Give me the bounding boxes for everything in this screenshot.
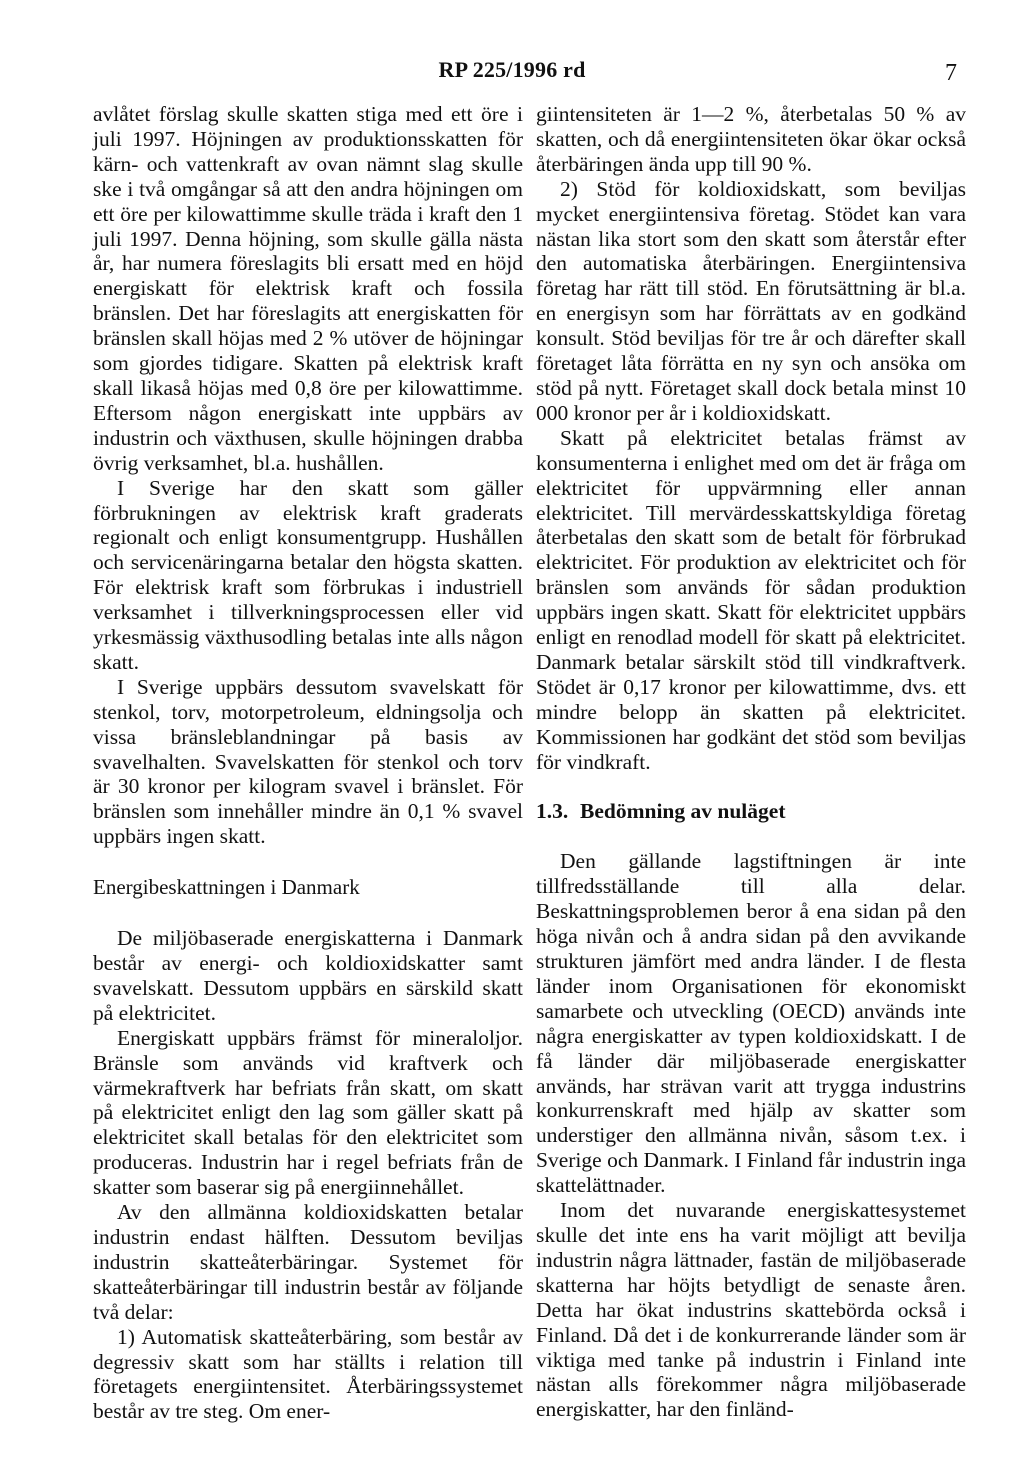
right-column xyxy=(536,102,966,1422)
paragraph: De miljöbaserade energiskatterna i Danmark består av energi- och koldioxidskatter samt svavelskatt. Dessutom uppbärs en särskild skatt på elektricitet. xyxy=(93,926,523,1025)
left-column xyxy=(93,102,523,1424)
section-number: 1.3. xyxy=(536,799,569,824)
paragraph: Den gällande lagstiftningen är inte tillfredsställande till alla delar. Beskattningsproblemen beror å ena sidan på den höga nivån och å andra sidan på den avvikande strukturen jämfört med andra länder. I de flesta länder inom Organisationen för ekonomiskt samarbete och utveckling (OECD) används inte några energiskatter av typen koldioxidskatt. I de få länder där miljöbaserade energiskatter används, har strävan varit att trygga industrins konkurrenskraft med hjälp av skatter som understiger den allmänna nivån, såsom t.ex. i Sverige och Danmark. I Finland får industrin inga skattelättnader. xyxy=(536,849,966,1198)
paragraph: I Sverige uppbärs dessutom svavelskatt för stenkol, torv, motorpetroleum, eldningsolja och vissa bränsleblandningar på basis av svavelhalten. Svavelskatten för stenkol och torv är 30 kronor per kilogram svavel i bränslet. För bränslen som innehåller mindre än 0,1 % svavel uppbärs ingen skatt. xyxy=(93,674,523,849)
paragraph: 1) Automatisk skatteåterbäring, som består av degressiv skatt som har ställts i relation till företagets energiintensitet. Återbäringssystemet består av tre steg. Om ener- xyxy=(93,1324,523,1424)
paragraph: avlåtet förslag skulle skatten stiga med ett öre i juli 1997. Höjningen av produktionsskatten för kärn- och vattenkraft av ovan nämnt slag skulle ske i två omgångar så att den andra höjningen om ett öre per kilowattimme skulle träda i kraft den 1 juli 1997. Denna höjning, som skulle gälla nästa år, har numera föreslagits bli ersatt med en höjd energiskatt för elektrisk kraft och fossila bränslen. Det har föreslagits att energiskatten för bränslen skall höjas med 2 % utöver de höjningar som gjordes tidigare. Skatten på elektrisk kraft skall likaså höjas med 0,8 öre per kilowattimme. Eftersom någon energiskatt inte uppbärs av industrin och växthusen, skulle höjningen drabba övrig verksamhet, bl.a. hushållen. xyxy=(93,102,523,475)
page-number: 7 xyxy=(945,60,957,86)
paragraph: 2) Stöd för koldioxidskatt, som beviljas mycket energiintensiva företag. Stödet kan vara nästan lika stort som den skatt som återstår efter den automatiska återbäringen. Energiintensiva företag har rätt till stöd. En förutsättning är bl.a. en energisyn som har förrättats av en godkänd konsult. Stöd beviljas för tre år och därefter skall företaget låta förrätta en ny syn och ansöka om stöd på nytt. Företaget skall dock betala minst 10 000 kronor per år i koldioxidskatt. xyxy=(536,176,966,425)
paragraph: Energiskatt uppbärs främst för mineraloljor. Bränsle som används vid kraftverk och värmekraftverk har befriats från skatt, om skatt på elektricitet enligt den lag som gäller skatt på elektricitet skall betalas för den elektricitet som produceras. Industrin har i regel befriats från de skatter som baserar sig på energiinnehållet. xyxy=(93,1025,523,1200)
paragraph: I Sverige har den skatt som gäller förbrukningen av elektrisk kraft graderats regionalt och enligt konsumentgrupp. Hushållen och servicenäringarna betalar den högsta skatten. För elektrisk kraft som förbrukas i industriell verksamhet i tillverkningsprocessen eller vid yrkesmässig växthusodling betalas inte alls någon skatt. xyxy=(93,475,523,674)
paragraph: Av den allmänna koldioxidskatten betalar industrin endast hälften. Dessutom beviljas industrin skatteåterbäringar. Systemet för skatteåterbäringar till industrin består av följande två delar: xyxy=(93,1200,523,1324)
section-heading: Energibeskattningen i Danmark xyxy=(93,875,360,900)
paragraph: Inom det nuvarande energiskattesystemet skulle det inte ens ha varit möjligt att bevilja industrin några lättnader, fastän de miljöbaserade skatterna har höjts betydligt de senaste åren. Detta har ökat industrins skattebörda också i Finland. Då det i de konkurrerande länder som är viktiga med tanke på industrin i Finland inte nästan alls förekommer några miljöbaserade energiskatter, har den finländ- xyxy=(536,1198,966,1422)
running-header: RP 225/1996 rd xyxy=(438,57,586,82)
paragraph: Skatt på elektricitet betalas främst av konsumenterna i enlighet med om det är fråga om elektricitet för uppvärmning eller annan elektricitet. Till mervärdesskattskyldiga företag återbetalas den skatt som de betalt för förbrukad elektricitet. För produktion av elektricitet och för bränslen som används för sådan produktion uppbärs ingen skatt. Skatt för elektricitet uppbärs enligt en renodlad modell för skatt på elektricitet. Danmark betalar särskilt stöd till vindkraftverk. Stödet är 0,17 kronor per kilowattimme, dvs. ett mindre belopp än skatten på elektricitet. Kommissionen har godkänt det stöd som beviljas för vindkraft. xyxy=(536,425,966,774)
section-heading xyxy=(536,799,966,824)
section-title: Bedömning av nuläget xyxy=(580,799,786,824)
paragraph: giintensiteten är 1—2 %, återbetalas 50 % av skatten, och då energiintensiteten ökar ökar också återbäringen ända upp till 90 %. xyxy=(536,102,966,176)
